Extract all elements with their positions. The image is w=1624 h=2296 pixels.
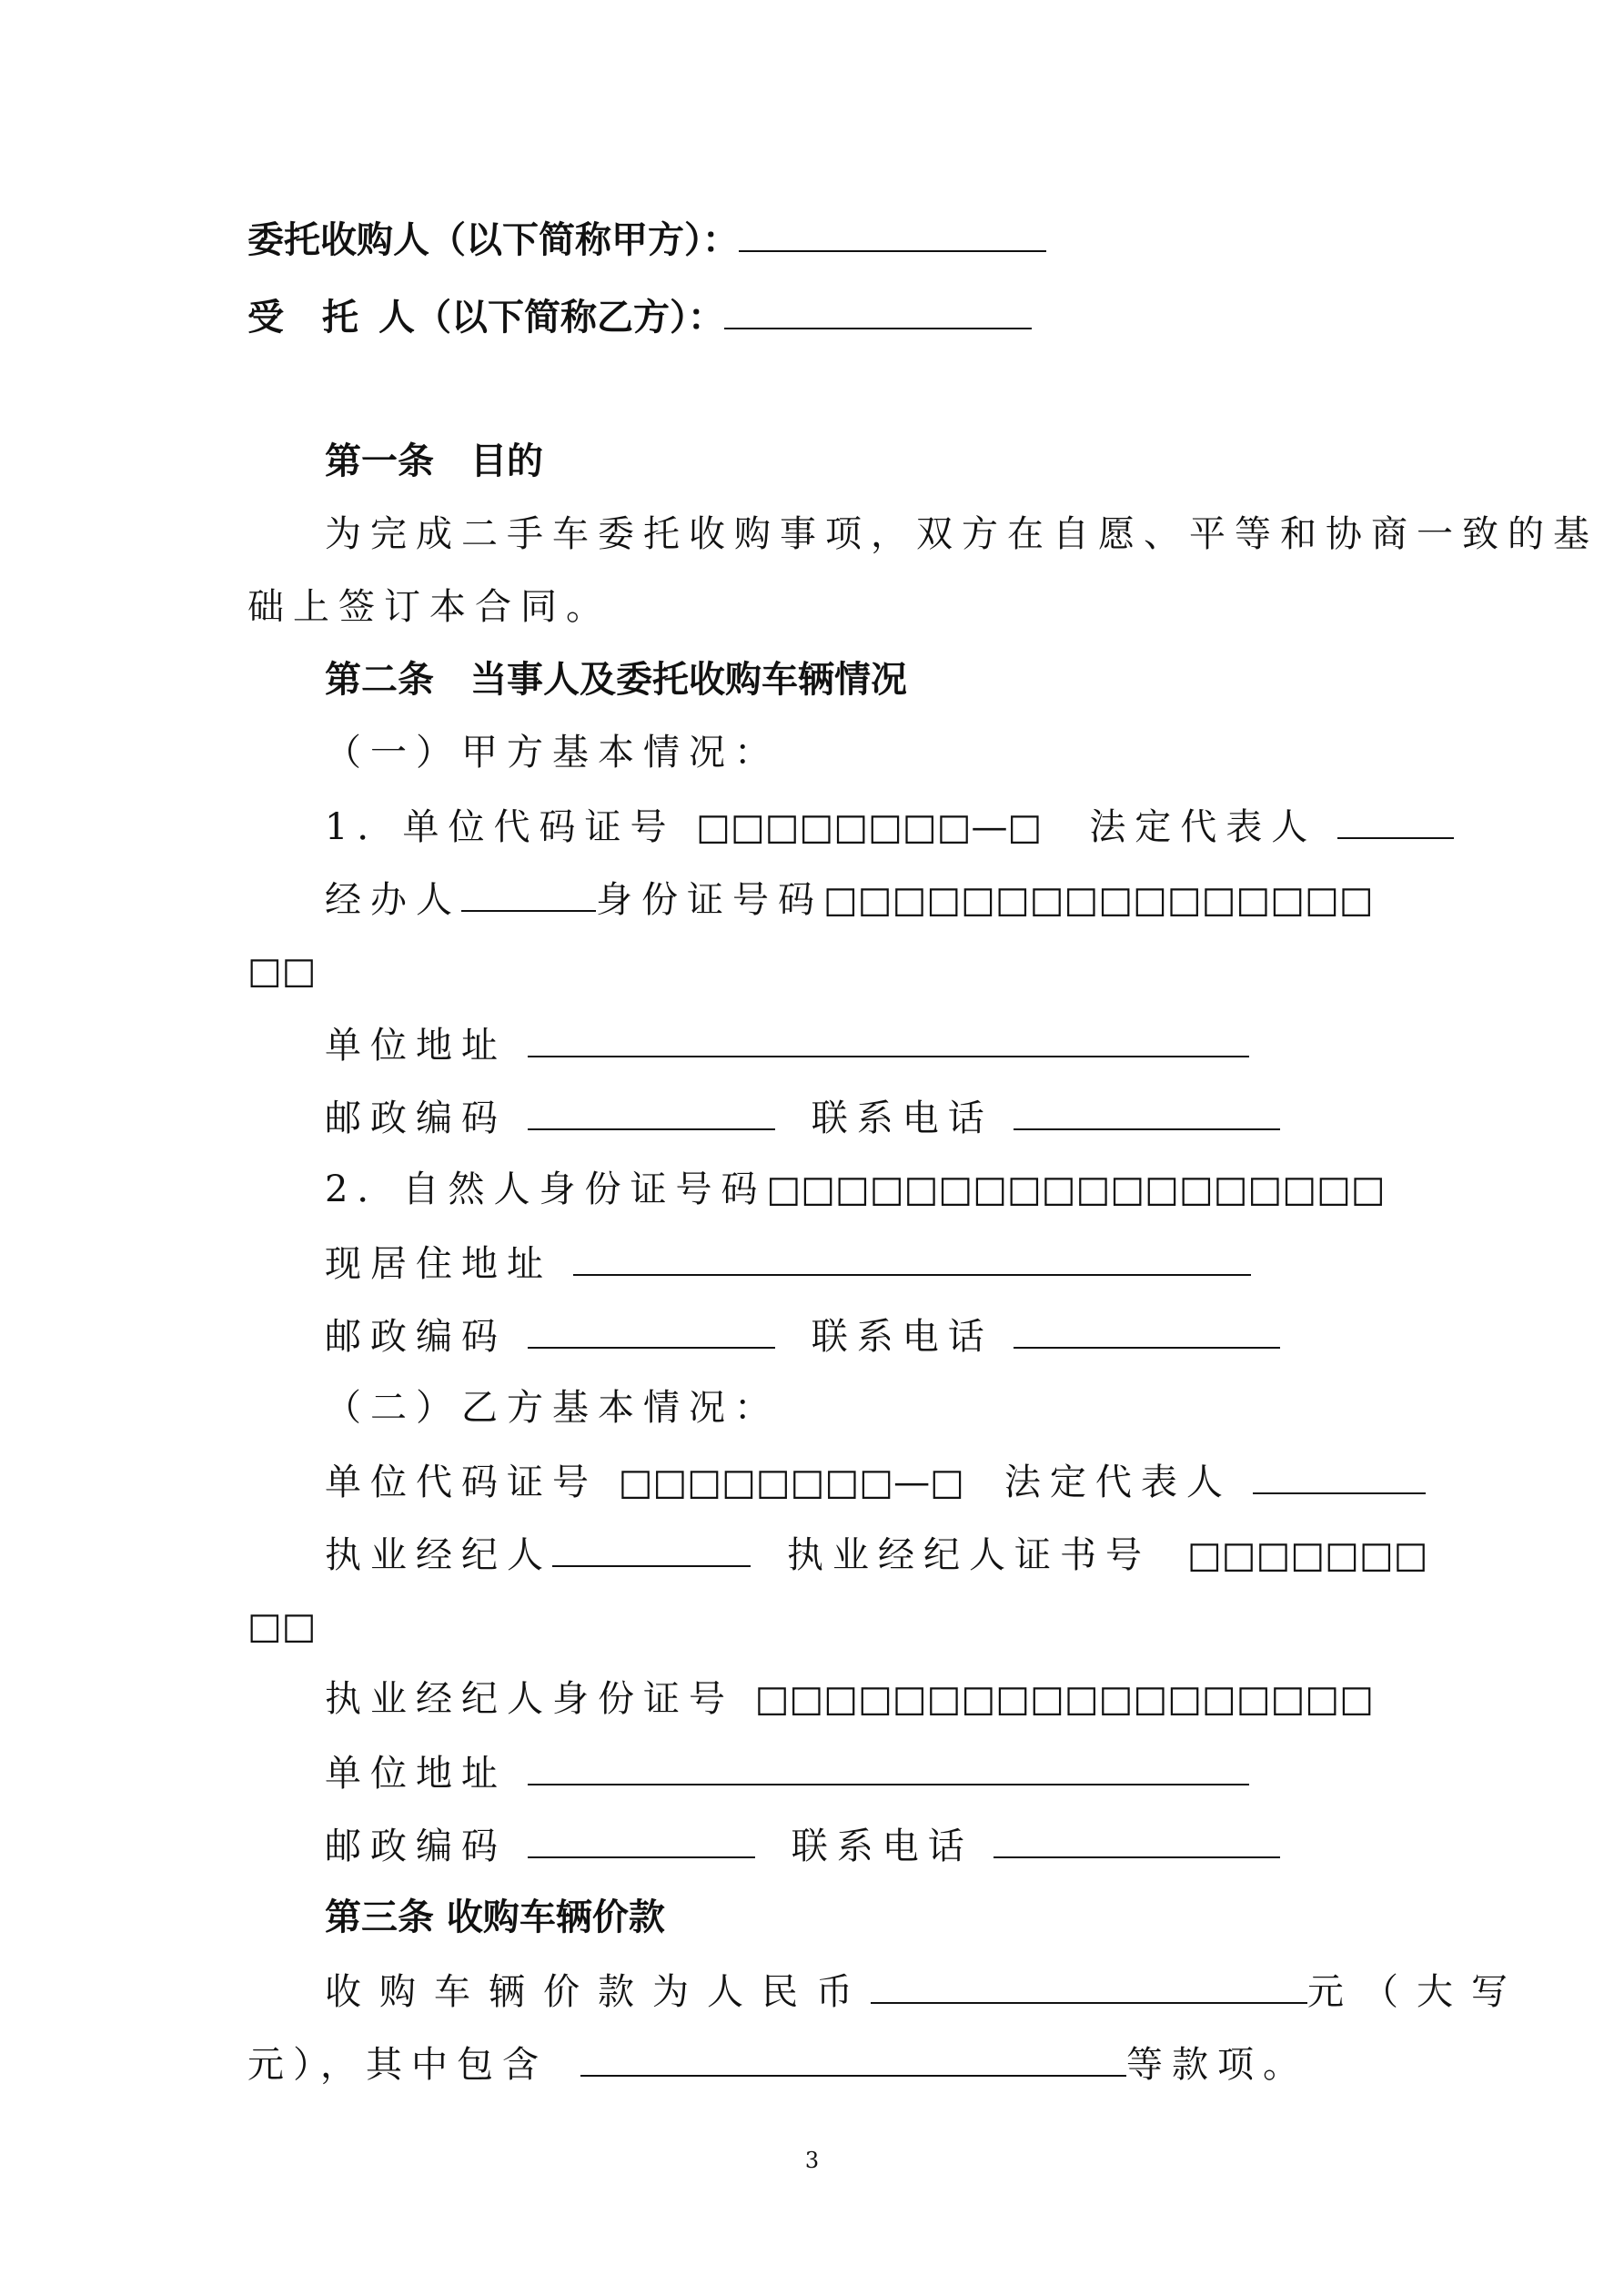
b-cert-label: 执业经纪人证书号 xyxy=(787,1534,1151,1576)
a-post-label: 邮政编码 xyxy=(325,1097,507,1139)
a2-post-blank[interactable] xyxy=(528,1312,775,1349)
a2-label: 2．自然人身份证号码 xyxy=(325,1168,767,1210)
a-id-boxes-cont[interactable]: □□ xyxy=(247,950,317,992)
party-b-blank[interactable] xyxy=(724,293,1032,329)
b-code-boxes[interactable]: □□□□□□□□—□ xyxy=(618,1462,964,1503)
party-b-label-2: 托 xyxy=(322,297,358,339)
b-legal-label: 法定代表人 xyxy=(1004,1462,1232,1503)
a-handler-blank[interactable] xyxy=(461,875,596,912)
b-post-blank[interactable] xyxy=(528,1822,755,1858)
art3-price-caps: 元（大写 xyxy=(1307,1971,1526,2013)
article-1-para-line1: 为完成二手车委托收购事项，双方在自愿、平等和协商一致的基 xyxy=(325,513,1599,555)
b-broker-id-line xyxy=(325,1676,1374,1722)
art3-includes-suffix: 等款项。 xyxy=(1126,2044,1308,2086)
a2-addr-line xyxy=(325,1239,1251,1287)
section-a-heading: （一）甲方基本情况： xyxy=(325,732,780,774)
b-phone-blank[interactable] xyxy=(994,1822,1280,1858)
party-a-label: 委托收购人（以下简称甲方）： xyxy=(247,219,739,261)
party-b-label-3: 人（以下简称乙方）： xyxy=(378,297,724,339)
a2-line xyxy=(325,1167,1386,1212)
a-phone-blank[interactable] xyxy=(1014,1094,1280,1130)
b-cert-boxes-cont[interactable]: □□ xyxy=(247,1605,317,1647)
b-code-label: 单位代码证号 xyxy=(325,1462,598,1503)
b-broker-id-boxes[interactable]: □□□□□□□□□□□□□□□□□□ xyxy=(754,1678,1374,1720)
a-handler-label: 经办人 xyxy=(325,879,461,921)
article-2-title: 第二条 当事人及委托收购车辆情况 xyxy=(325,659,907,701)
b-addr-blank[interactable] xyxy=(528,1749,1249,1785)
a2-phone-blank[interactable] xyxy=(1014,1312,1280,1349)
a1-legal-blank[interactable] xyxy=(1337,803,1454,839)
article-3-title: 第三条 收购车辆价款 xyxy=(325,1896,665,1938)
page-number: 3 xyxy=(804,2148,820,2173)
b-broker-id-label: 执业经纪人身份证号 xyxy=(325,1678,734,1720)
art3-includes-blank[interactable] xyxy=(580,2040,1126,2077)
party-a-line xyxy=(247,216,1046,263)
b-post-line xyxy=(325,1822,1280,1869)
b-code-line xyxy=(325,1458,1426,1505)
art3-line1 xyxy=(325,1967,1526,2015)
b-addr-line xyxy=(325,1749,1249,1796)
a2-addr-blank[interactable] xyxy=(573,1239,1251,1276)
a-post-blank[interactable] xyxy=(528,1094,775,1130)
a2-addr-label: 现居住地址 xyxy=(325,1243,552,1285)
a-handler-line xyxy=(325,875,1374,923)
b-broker-label: 执业经纪人 xyxy=(325,1534,552,1576)
article-1-para-line2: 础上签订本合同。 xyxy=(247,586,611,628)
a-addr-blank[interactable] xyxy=(528,1021,1249,1057)
art3-price-blank[interactable] xyxy=(871,1967,1307,2004)
article-1-title: 第一条 目的 xyxy=(325,440,543,482)
a1-legal-label: 法定代表人 xyxy=(1089,806,1317,848)
a-phone-label: 联系电话 xyxy=(811,1097,994,1139)
a1-code-boxes[interactable]: □□□□□□□□—□ xyxy=(696,806,1043,848)
b-broker-line xyxy=(325,1531,1428,1578)
a2-post-line xyxy=(325,1312,1280,1360)
b-post-label: 邮政编码 xyxy=(325,1826,507,1867)
a-id-boxes[interactable]: □□□□□□□□□□□□□□□□ xyxy=(823,879,1374,921)
b-addr-label: 单位地址 xyxy=(325,1753,507,1795)
b-legal-blank[interactable] xyxy=(1253,1458,1426,1494)
art3-line2 xyxy=(247,2040,1308,2088)
b-cert-boxes[interactable]: □□□□□□□ xyxy=(1187,1534,1428,1576)
party-b-label-1: 受 xyxy=(247,297,284,339)
art3-price-label: 收购车辆价款为人民币 xyxy=(325,1971,871,2013)
a-id-label: 身份证号码 xyxy=(596,879,823,921)
section-b-heading: （二）乙方基本情况： xyxy=(325,1387,780,1429)
b-phone-label: 联系电话 xyxy=(791,1826,973,1867)
a-addr-line xyxy=(325,1021,1249,1068)
a2-post-label: 邮政编码 xyxy=(325,1316,507,1358)
a-addr-label: 单位地址 xyxy=(325,1025,507,1067)
a2-phone-label: 联系电话 xyxy=(811,1316,994,1358)
a-post-line xyxy=(325,1094,1280,1141)
art3-includes-label: 元），其中包含 xyxy=(247,2044,548,2086)
a1-line xyxy=(325,803,1454,850)
a1-label: 1．单位代码证号 xyxy=(325,806,676,848)
b-broker-blank[interactable] xyxy=(552,1531,751,1567)
party-a-blank[interactable] xyxy=(739,216,1046,252)
party-b-line xyxy=(247,293,1032,340)
a2-id-boxes[interactable]: □□□□□□□□□□□□□□□□□□ xyxy=(766,1168,1386,1210)
